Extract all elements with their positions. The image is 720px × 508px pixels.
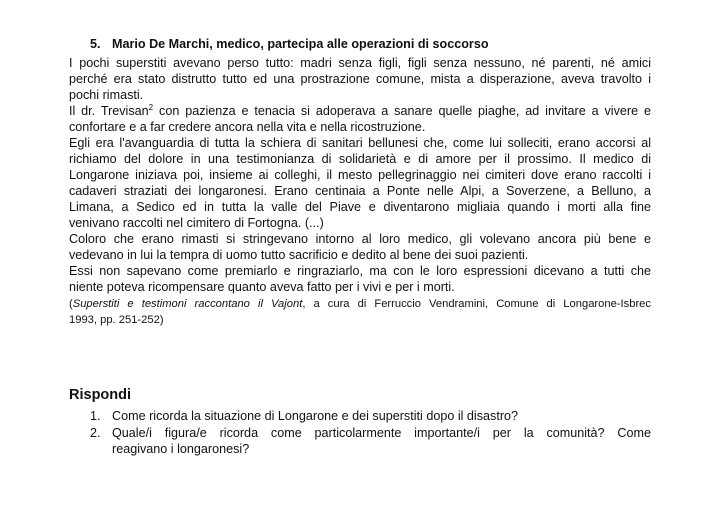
body-line: Egli era l'avanguardia di tutta la schiera di sanitari bellunesi che, come lui solleciti, erano accorsi al [69, 136, 651, 150]
source-citation: (Superstiti e testimoni raccontano il Vajont, a cura di Ferruccio Vendramini, Comune di Longarone-Isbrec [69, 298, 652, 310]
body-line: confortare e a far credere ancora nella vita e nella ricostruzione. [69, 120, 426, 134]
footnote-marker: 2 [148, 103, 154, 112]
body-line: venivano raccolti nel cimitero di Fortogna. (...) [69, 216, 324, 230]
body-line-trevisan [69, 103, 651, 119]
body-line: niente poteva ricompensare quanto aveva fatto per i vivi e per i morti. [69, 280, 455, 294]
question-item [90, 408, 651, 424]
source-title: Superstiti e testimoni raccontano il Vajont [72, 298, 303, 310]
body-line: Coloro che erano rimasti si stringevano intorno al loro medico, gli volevano ancora più bene e [69, 232, 651, 246]
section-title: Mario De Marchi, medico, partecipa alle operazioni di soccorso [112, 37, 489, 51]
body-line: richiamo del dolore in una testimonianza di solidarietà e di amore per il prossimo. Il medico di [69, 152, 651, 166]
question-text: Quale/i figura/e ricorda come particolarmente importante/i per la comunità? Come [112, 426, 651, 440]
source-citation-line2: 1993, pp. 251-252) [69, 314, 164, 326]
section-heading [90, 37, 489, 51]
question-number: 1. [90, 409, 101, 423]
body-line: Longarone iniziava poi, insieme ai colleghi, il mesto pellegrinaggio nei cimiteri dove erano raccolti i [69, 168, 651, 182]
body-line: pochi rimasti. [69, 88, 144, 102]
body-line: I pochi superstiti avevano perso tutto: madri senza figli, figli senza nessuno, né parenti, né amici [69, 56, 651, 70]
body-line: Limana, a Sedico ed in tutta la valle del Piave e diventarono migliaia quando i morti alla fine [69, 200, 651, 214]
section-number: 5. [90, 37, 101, 51]
body-line: vedevano in lui la tempra di uomo tutto sacrificio e dedito al bene dei suoi pazienti. [69, 248, 529, 262]
body-line: Essi non sapevano come premiarlo e ringraziarlo, ma con le loro espressioni dicevano a tutti che [69, 264, 651, 278]
question-text: Come ricorda la situazione di Longarone e dei superstiti dopo il disastro? [112, 409, 519, 423]
question-item [90, 425, 651, 457]
doctor-name: Il dr. Trevisan [69, 104, 149, 118]
question-text-continued: reagivano i longaronesi? [112, 442, 250, 456]
body-line: cadaveri straziati dei longaronesi. Erano centinaia a Ponte nelle Alpi, a Soverzene, a Belluno, a [69, 184, 651, 198]
question-number: 2. [90, 426, 101, 440]
body-line-rest: con pazienza e tenacia si adoperava a sanare quelle piaghe, ad invitare a vivere e [159, 104, 651, 118]
rispondi-heading: Rispondi [69, 387, 132, 403]
body-line: perché era stato distrutto tutto ed una prostrazione comune, mista a disperazione, aveva travolto i [69, 72, 651, 86]
